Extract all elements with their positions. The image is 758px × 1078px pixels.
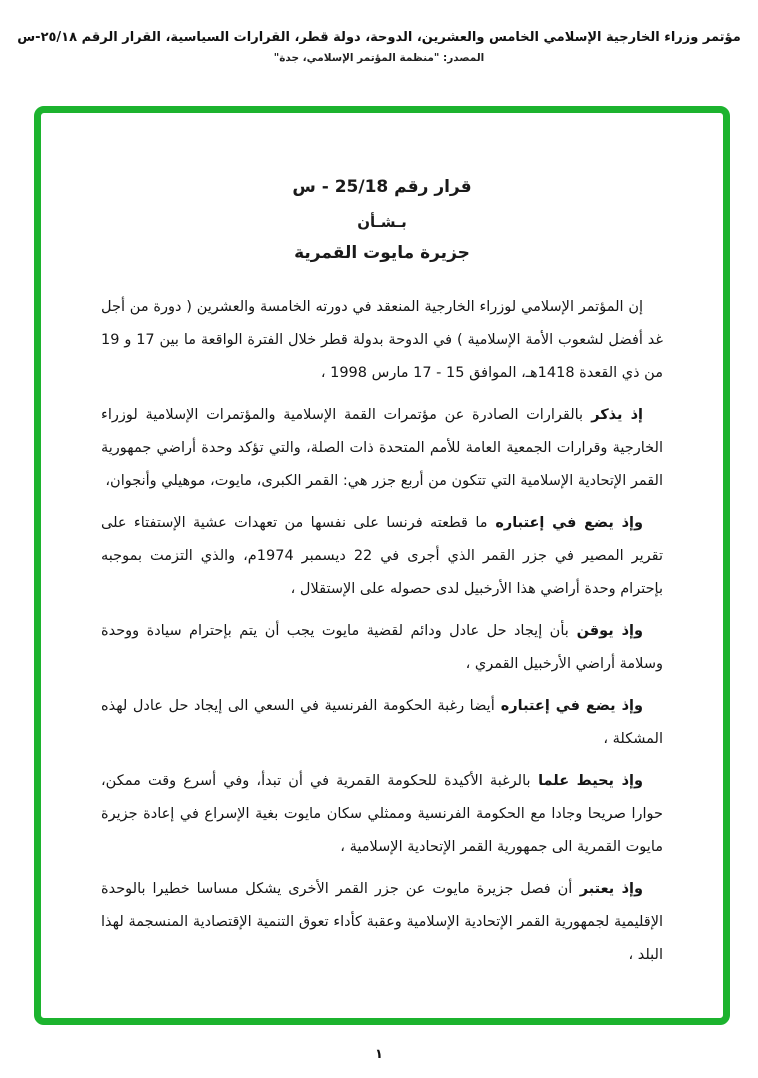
page-number: ١	[375, 1047, 383, 1062]
paragraph-lead: وإذ يضع في إعتباره	[487, 515, 643, 531]
body-paragraph	[101, 399, 663, 498]
paragraph-text: بالقرارات الصادرة عن مؤتمرات القمة الإسلامية والمؤتمرات الإسلامية لوزراء الخارجية وقرارات الجمعية العامة للأمم المتحدة ذات الصلة، والتي تؤكد وحدة أراضي جمهورية القمر الإتحادية الإسلامية التي تتكون من أربع جزر هي: القمر الكبرى، مايوت، موهيلي وأنجوان،	[101, 407, 663, 489]
resolution-title-block	[101, 177, 663, 263]
green-border-frame	[34, 106, 730, 1025]
paragraph-text: أن فصل جزيرة مايوت عن جزر القمر الأخرى يشكل مساسا خطيرا بالوحدة الإقليمية لجمهورية القمر الإتحادية الإسلامية وعقبة كأداء تعوق التنمية الإقتصادية المنسجمة لهذا البلد ،	[101, 881, 663, 963]
paragraph-lead: إذ يذكر	[583, 407, 644, 423]
body-paragraph	[101, 507, 663, 606]
paragraph-lead: وإذ يعتبر	[572, 881, 643, 897]
paragraph-lead: وإذ يحيط علما	[530, 773, 643, 789]
paragraph-lead: وإذ يوقن	[568, 623, 643, 639]
resolution-subject-title: جزيرة مايوت القمرية	[294, 243, 470, 263]
compiler-header	[0, 30, 758, 64]
body-paragraph	[101, 690, 663, 756]
body-paragraph	[101, 615, 663, 681]
body-paragraph	[101, 873, 663, 972]
paragraph-lead: وإذ يضع في إعتباره	[494, 698, 644, 714]
header-source-line: المصدر: "منظمة المؤتمر الإسلامي، جدة"	[273, 52, 485, 64]
paragraph-text: أيضا رغبة الحكومة الفرنسية في السعي الى إيجاد حل عادل لهذه المشكلة ،	[101, 698, 663, 747]
header-citation-line: مؤتمر وزراء الخارجية الإسلامي الخامس والعشرين، الدوحة، دولة قطر، القرارات السياسية، القرار الرقم ٢٥/١٨-س	[17, 30, 741, 45]
paragraph-text: بأن إيجاد حل عادل ودائم لقضية مايوت يجب أن يتم بإحترام سيادة ووحدة وسلامة أراضي الأرخبيل القمري ،	[101, 623, 663, 672]
paragraph-text: إن المؤتمر الإسلامي لوزراء الخارجية المنعقد في دورته الخامسة والعشرين ( دورة من أجل غد أفضل لشعوب الأمة الإسلامية ) في الدوحة بدولة قطر خلال الفترة الواقعة ما بين 17 و 19 من ذي القعدة 1418هـ، الموافق 15 - 17 مارس 1998 ،	[101, 299, 663, 381]
paragraph-text: ما قطعته فرنسا على نفسها من تعهدات عشية الإستفتاء على تقرير المصير في جزر القمر الذي أجرى في 22 ديسمبر 1974م، والذي التزمت بموجبه بإحترام وحدة أراضي هذا الأرخبيل لدى حصوله على الإستقلال ،	[101, 515, 664, 597]
paragraph-text: بالرغبة الأكيدة للحكومة القمرية في أن تبدأ، وفي أسرع وقت ممكن، حوارا صريحا وجادا مع الحكومة الفرنسية وممثلي سكان مايوت بغية الإسراع في إعادة جزيرة مايوت القمرية الى جمهورية القمر الإتحادية الإسلامية ،	[101, 773, 663, 855]
body-paragraph	[101, 765, 663, 864]
resolution-regarding-label: بـشـأن	[357, 213, 407, 231]
body-paragraph	[101, 291, 663, 390]
document-content	[41, 113, 723, 1018]
resolution-body	[101, 291, 663, 972]
resolution-number-title: قرار رقم 25/18 - س	[292, 177, 472, 197]
